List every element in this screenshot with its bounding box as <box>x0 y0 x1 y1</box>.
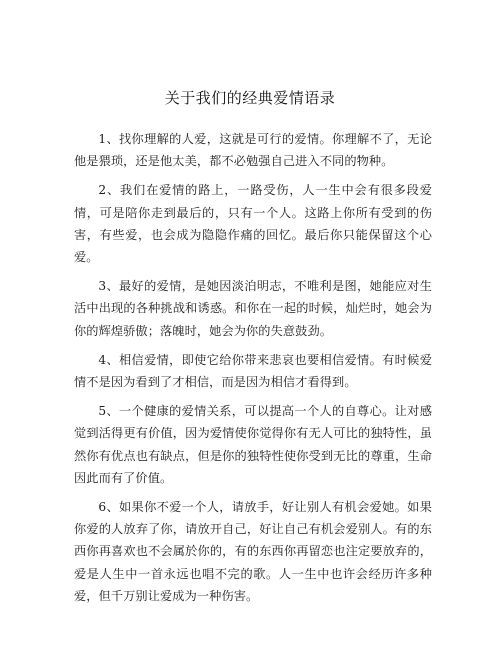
document-body <box>74 128 432 614</box>
paragraph-4: 4、相信爱情，即使它给你带来悲哀也要相信爱情。有时候爱情不是因为看到了才相信，而是因为相信才看得到。 <box>74 352 432 390</box>
paragraph-6: 6、如果你不爱一个人，请放手，好让别人有机会爱她。如果你爱的人放弃了你，请放开自己，好让自己有机会爱别人。有的东西你再喜欢也不会属於你的，有的东西你再留恋也注定要放弃的，爱是人生中一首永远也唱不完的歌。人一生中也许会经历许多种爱，但千万别让爱成为一种伤害。 <box>74 500 432 603</box>
paragraph-5: 5、一个健康的爱情关系，可以提高一个人的自尊心。让对感觉到活得更有价值，因为爱情使你觉得你有无人可比的独特性，虽然你有优点也有缺点，但是你的独特性使你受到无比的尊重，生命因此而有了价值。 <box>74 404 432 485</box>
paragraph-1: 1、找你理解的人爱，这就是可行的爱情。你理解不了，无论他是猥琐，还是他太美，都不必勉强自己进入不同的物种。 <box>74 132 432 169</box>
paragraph-2: 2、我们在爱情的路上，一路受伤，人一生中会有很多段爱情，可是陪你走到最后的，只有一个人。这路上你所有受到的伤害，有些爱，也会成为隐隐作痛的回忆。最后你只能保留这个心爱。 <box>74 183 432 265</box>
paragraph-3: 3、最好的爱情，是她因淡泊明志，不唯利是图，她能应对生活中出现的各种挑战和诱惑。和你在一起的时候，灿烂时，她会为你的辉煌骄傲；落魄时，她会为你的失意鼓劲。 <box>74 279 432 338</box>
document-title: 关于我们的经典爱情语录 <box>164 89 336 107</box>
